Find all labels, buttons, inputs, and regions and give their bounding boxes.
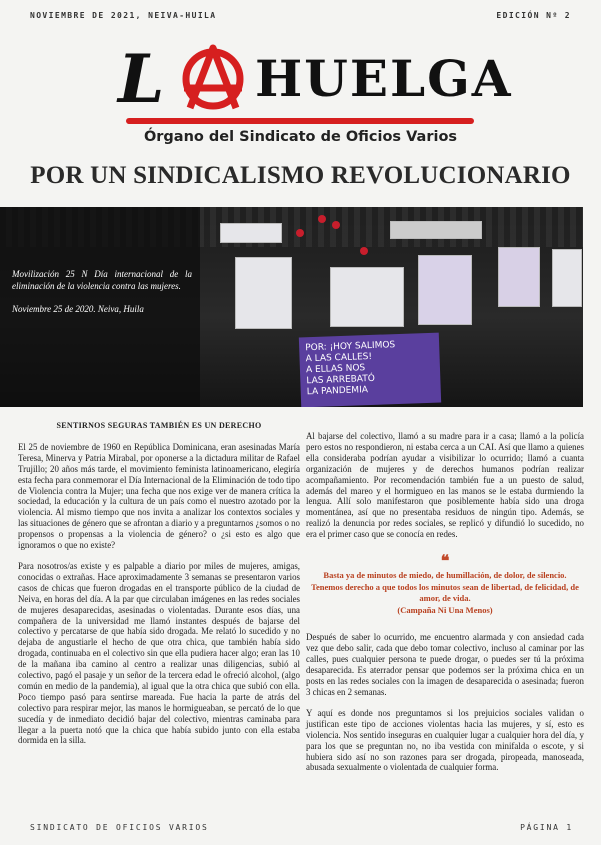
photo-poster (498, 247, 540, 307)
page-headline: POR UN SINDICALISMO REVOLUCIONARIO (30, 162, 571, 189)
article-paragraph: Después de saber lo ocurrido, me encuentro alarmada y con ansiedad cada vez que debo salir, cada que debo tomar colectivo, incluso al caminar por las calles, pues cualquier persona te puede drogar, o puedes ser tú la próxima desaparecida. Es aterrador pensar que podemos ser la próxima chica en un posts en las redes sociales con la imagen de desaparecida o asesinada; fueron 3 chicas en 2 semanas. (306, 632, 584, 697)
footer-organization: SINDICATO DE OFICIOS VARIOS (30, 823, 209, 832)
masthead-subtitle: Órgano del Sindicato de Oficios Varios (143, 129, 458, 145)
photo-sign-text: POR: ¡HOY SALIMOS A LAS CALLES! A ELLAS NOS LAS ARREBATÓ LA PANDEMIA (305, 340, 396, 398)
pull-quote-text: Basta ya de minutos de miedo, de humillación, de dolor, de silencio. Tenemos derecho a que todos los minutos sean de libertad, de felicidad, de amor, de vida. (311, 570, 579, 604)
photo-poster (220, 223, 282, 243)
article-left-column (18, 421, 300, 756)
article-paragraph: Para nosotros/as existe y es palpable a diario por miles de mujeres, amigas, conocidas o extrañas. Hace aproximadamente 3 semanas se presentaron varios casos de chicas que fueron drogadas en el transporte público de la ciudad de Neiva, en horas del día. A la par que circulaban imágenes en las redes sociales de mujeres desaparecidas, asesinadas o violentadas. Durante esos días, una compañera de la universidad me llamó instantes después de bajarse del colectivo y percatarse de que había sido drogada. Me relató lo sucedido y no dejaba de angustiarle el hecho de que otra chica, que también había sido drogada, continuaba en el colectivo sin que ella pudiera hacer algo; eran las 10 de la mañana iba camino al centro a realizar unas diligencias, subió al colectivo, pagó el pasaje y un señor de la tercera edad le ofreció alcohol, (algo común en medio de la pandemia), al igual que la otra chica que subió con ella. Poco tiempo pasó para sentirse mareada. Fue hacia la parte de atrás del colectivo para respirar mejor, las manos le hormigueaban, se percató de lo que sucedía y de inmediato decidió bajar del colectivo, mientras caminaba para llegar a la puerta notó que la chica que había subido junto con ella estaba dormida en la silla. (18, 560, 300, 746)
article-right-column (306, 431, 584, 783)
article-paragraph: Al bajarse del colectivo, llamó a su madre para ir a casa; llamó a la policía pero estos no respondieron, ni estaba cerca a un CAI. Así que llamo a quienes ella consideraba podrían ayudar a visibilizar lo ocurrido; llamó a cuanta organización de mujeres y de derechos humanos podrían realizar acompañamiento. Por recomendación también fue a un puesto de salud, además del mareo y el hormigueo en las manos se le estaba durmiendo la lengua. Allí solo manifestaron que posiblemente había sido una droga momentánea, así que no presentaba residuos de ningún tipo. Además, se realizó la denuncia por redes sociales, se replicó y difundió lo sucedido, no era el primer caso que se conocía en redes. (306, 431, 584, 540)
caption-date: Noviembre 25 de 2020. Neiva, Huila (12, 304, 144, 314)
protest-photo (0, 207, 583, 407)
logo-huelga-text: HUELGA (255, 49, 513, 108)
logo-l-letter: L (118, 40, 165, 118)
photo-flower (360, 247, 368, 255)
edition-number: EDICIÓN Nº 2 (496, 11, 571, 20)
photo-flower (332, 221, 340, 229)
anarchy-a-icon (178, 42, 248, 112)
quote-mark-icon: ❝ (440, 553, 450, 571)
pull-quote-source: (Campaña Ni Una Menos) (397, 604, 493, 615)
photo-poster (390, 221, 482, 239)
photo-caption (12, 269, 192, 328)
article-paragraph: Y aquí es donde nos preguntamos si los prejuicios sociales validan o justifican este tipo de acciones violentas hacia las mujeres, y sí, esto es violencia. Nos sentido inseguras en cualquier lugar a cualquier hora del día, y para los que se preguntan no, no iba vestida con minifalda o escote, y si hubiera sido así no son razones para ser drogada, piropeada, manoseada, abusada sexualmente o violentada de cualquier forma. (306, 707, 584, 773)
photo-poster (552, 249, 582, 307)
photo-flower (296, 229, 304, 237)
caption-event: Movilización 25 N Día internacional de la eliminación de la violencia contra las mujeres. (12, 269, 192, 291)
footer-page-number: PÁGINA 1 (520, 823, 573, 832)
photo-poster (235, 257, 292, 329)
article-paragraph: El 25 de noviembre de 1960 en República Dominicana, eran asesinadas María Teresa, Minerva y Patria Mirabal, por oponerse a la dictadura militar de Rafael Trujillo; 20 años más tarde, el movimiento feminista latinoamericano, elegiría esta fecha para conmemorar el Día Internacional de la Eliminación de todo tipo de Violencia contra la Mujer; una fecha que nos exige ver de manera crítica la sociedad, la educación y la cultura de un país como el nuestro azotado por la violencia. Al mismo tiempo que nos invita a analizar los contextos sociales y las situaciones de género que se afrontan a diario y a preguntarnos ¿somos o no propensos o propensas a la violencia de género? o ¿si esto es algo que ignoramos o que no existe? (18, 441, 300, 551)
issue-date-place: NOVIEMBRE DE 2021, NEIVA-HUILA (30, 11, 217, 20)
photo-poster (330, 267, 404, 327)
masthead-red-bar (126, 118, 474, 124)
article-section-title: SENTIRNOS SEGURAS TAMBIÉN ES UN DERECHO (56, 421, 262, 430)
photo-poster (418, 255, 472, 325)
photo-flower (318, 215, 326, 223)
masthead (0, 32, 601, 122)
pull-quote (310, 570, 580, 616)
